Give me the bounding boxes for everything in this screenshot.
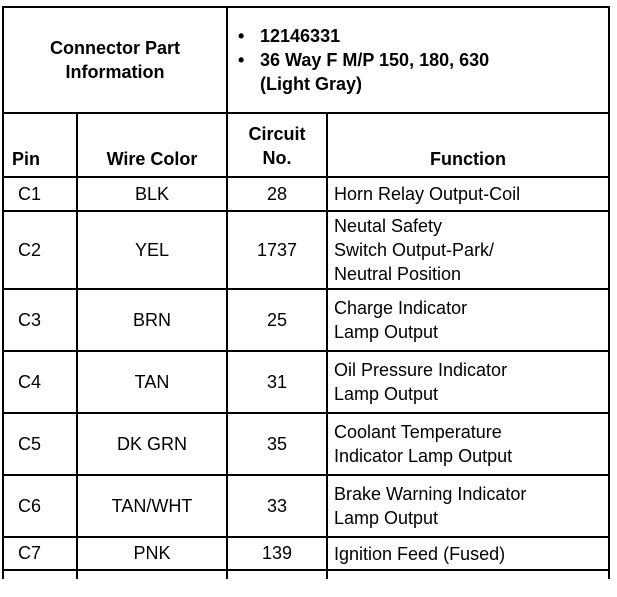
wire-color-cell: BRN [77,289,227,351]
function-line: Lamp Output [334,384,439,404]
wire-color-cell: DK GRN [77,413,227,475]
table-row [3,351,609,413]
function-line: Indicator Lamp Output [334,446,513,466]
pin-cell: C2 [3,211,77,289]
circuit-cell: 35 [227,413,327,475]
circuit-cell: 31 [227,351,327,413]
wire-color-cell: TAN [77,351,227,413]
function-line: Switch Output-Park/ [334,240,495,260]
function-cell [327,475,609,537]
function-cell [327,351,609,413]
function-line: Horn Relay Output-Coil [334,184,521,204]
pin-cell: C4 [3,351,77,413]
empty-cell [327,570,609,579]
pin-cell: C6 [3,475,77,537]
column-header-row [3,113,609,177]
connector-desc-line [238,48,608,72]
connector-info-label [3,7,227,113]
function-line: Charge Indicator [334,298,468,318]
function-line: Oil Pressure Indicator [334,360,508,380]
pin-cell: C5 [3,413,77,475]
function-line: Neutal Safety [334,216,443,236]
function-cell [327,289,609,351]
part-number-line [238,24,608,48]
pin-cell: C7 [3,537,77,570]
empty-cell [227,570,327,579]
function-line: Lamp Output [334,508,439,528]
wire-color-cell: BLK [77,177,227,211]
pin-rows [3,177,609,579]
function-line: Neutral Position [334,264,462,284]
circuit-cell: 25 [227,289,327,351]
col-header-wire-color: Wire Color [77,113,227,177]
empty-cell [3,570,77,579]
function-line: Ignition Feed (Fused) [334,543,506,564]
connector-table [2,6,610,579]
circuit-cell: 28 [227,177,327,211]
pin-cell: C1 [3,177,77,211]
wire-color-cell: TAN/WHT [77,475,227,537]
function-line: Lamp Output [334,322,439,342]
connector-info-values [227,7,609,113]
connector-info-label-line2: Information [65,62,165,82]
circuit-cell: 139 [227,537,327,570]
table-row [3,475,609,537]
bullet-icon: • [238,26,245,46]
table-row [3,211,609,289]
function-cell [327,211,609,289]
wire-color-cell: PNK [77,537,227,570]
connector-info-row [3,7,609,113]
table-row [3,177,609,211]
col-header-function: Function [327,113,609,177]
col-header-circuit-line2: No. [262,148,292,168]
wire-color-cell: YEL [77,211,227,289]
function-line: Brake Warning Indicator [334,484,527,504]
connector-info-label-line1: Connector Part [49,38,181,58]
circuit-cell: 33 [227,475,327,537]
empty-cell [77,570,227,579]
function-cell [327,413,609,475]
col-header-pin: Pin [3,113,77,177]
connector-description: 36 Way F M/P 150, 180, 630 [260,50,490,70]
table-row [3,413,609,475]
bullet-icon: • [238,50,245,70]
col-header-circuit-line1: Circuit [248,124,306,144]
function-line: Coolant Temperature [334,422,502,442]
table-row-cutoff [3,570,609,579]
circuit-cell: 1737 [227,211,327,289]
function-cell [327,537,609,570]
table-row [3,289,609,351]
table-row [3,537,609,570]
connector-color: (Light Gray) [260,74,362,94]
function-cell [327,177,609,211]
col-header-circuit [227,113,327,177]
pin-cell: C3 [3,289,77,351]
part-number: 12146331 [260,26,341,46]
